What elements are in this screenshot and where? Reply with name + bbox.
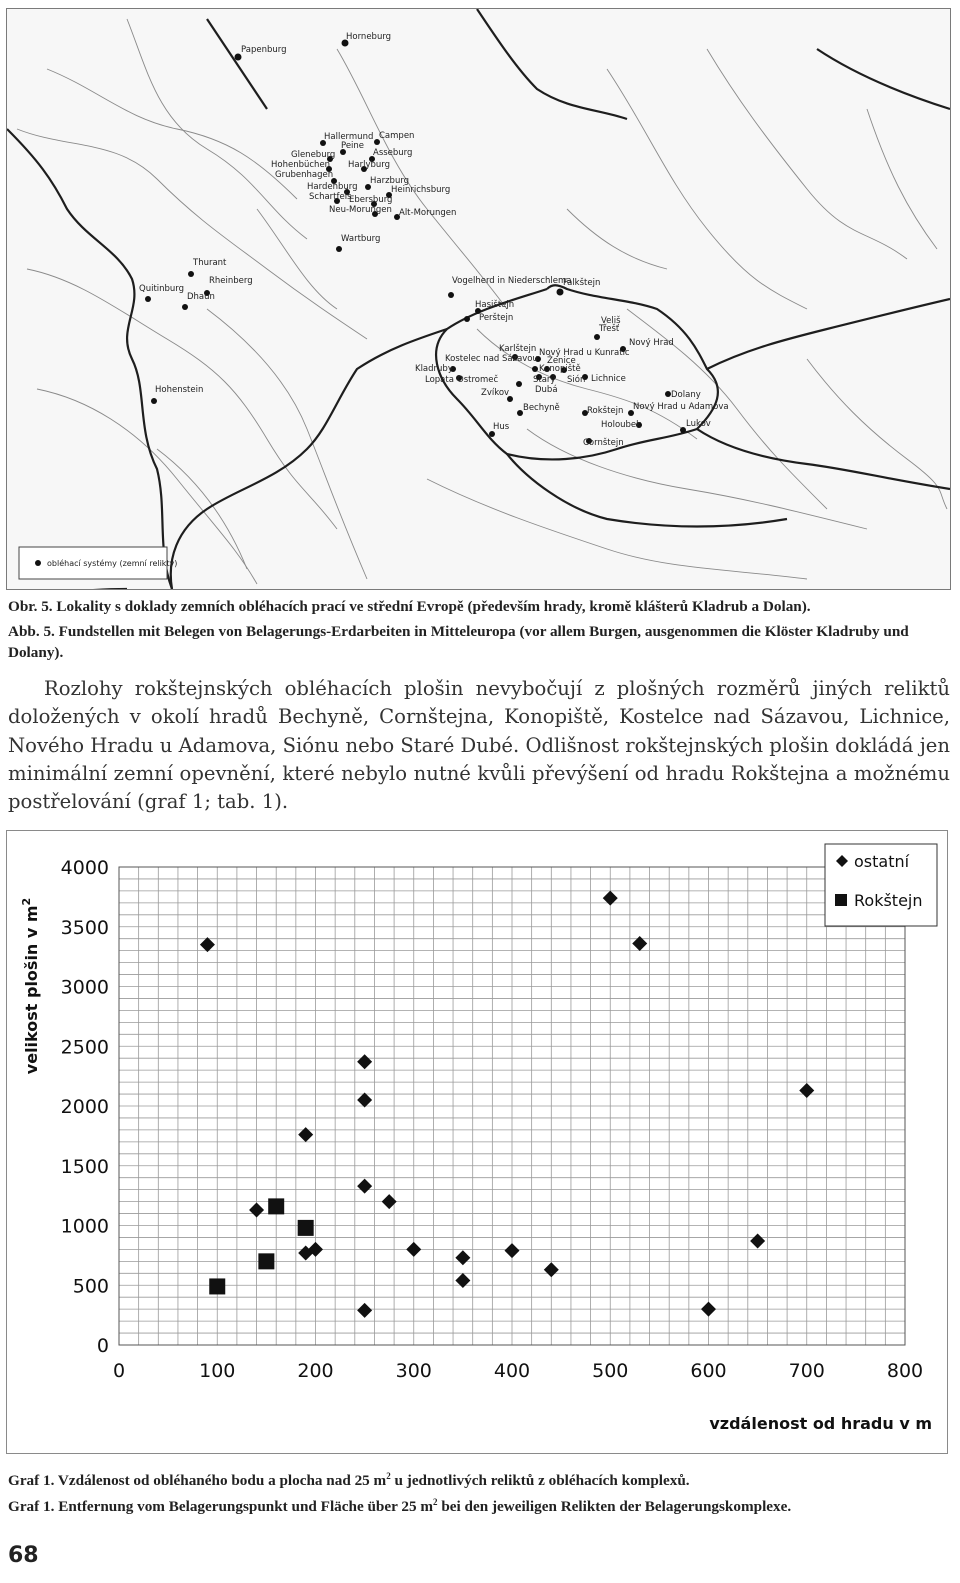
data-point-ostatni	[249, 1202, 264, 1217]
map-legend-label: obléhací systémy (zemní relikty)	[47, 559, 178, 568]
site-label: Dhaun	[187, 292, 215, 302]
y-tick-label: 2000	[60, 1096, 109, 1118]
data-point-ostatni	[298, 1127, 313, 1142]
legend-dot-icon	[35, 560, 41, 566]
chart-caption-de	[8, 1492, 791, 1517]
data-point-rokstejn	[258, 1253, 274, 1269]
site-label: Neu-Morungen	[329, 205, 392, 215]
site-label: Ženice	[547, 356, 576, 366]
site-label: Hasištejn	[475, 300, 515, 310]
x-tick-label: 500	[592, 1360, 629, 1382]
site-label: Harzburg	[370, 176, 410, 186]
site-label: Perštejn	[479, 313, 514, 323]
chart-caption-cs-sup: 2	[386, 1471, 391, 1481]
legend-series-2: Rokštejn	[854, 891, 923, 910]
site-label: Nový Hrad	[629, 338, 674, 348]
site-label: Nový Hrad u Kunratic	[539, 348, 630, 358]
site-label: Dolany	[671, 390, 701, 400]
site-label: Ostromeč	[457, 375, 499, 385]
legend-series-1: ostatní	[854, 852, 910, 871]
y-axis-label-sup: 2	[20, 897, 33, 906]
data-point-ostatni	[357, 1093, 372, 1108]
data-point-ostatni	[701, 1302, 716, 1317]
y-tick-label: 3000	[60, 976, 109, 999]
chart-caption-cs-b: u jednotlivých reliktů z obléhacích komplexů.	[390, 1472, 690, 1490]
chart-caption-de-a: Graf 1. Entfernung vom Belagerungspunkt und Fläche über 25 m	[8, 1498, 434, 1516]
site-label: Heinrichsburg	[391, 185, 451, 195]
site-label: Starý	[533, 375, 556, 385]
data-point-ostatni	[455, 1273, 470, 1288]
y-tick-label: 1000	[60, 1215, 109, 1238]
x-tick-label: 400	[493, 1360, 531, 1382]
central-europe-map	[7, 9, 950, 589]
y-axis-label-text: velikost plošin v m	[22, 905, 41, 1075]
body-paragraph-text: Rozlohy rokštejnských obléhacích plošin nevybočují z plošných rozměrů jiných reliktů doložených v okolí hradů Bechyně, Cornštejna, Konopiště, Kostelce nad Sázavou, Lichnice, Nového Hradu u Adamova, Siónu nebo Staré Dubé. Odlišnost rokštejnských plošin dokládá jen minimální zemní opevnění, které nebylo nutné kvůli převýšení od hradu Rokštejna a možnému postřelování (graf 1; tab. 1).	[8, 677, 950, 814]
site-label: Thurant	[193, 258, 227, 268]
site-label: Kladruby	[415, 364, 453, 374]
data-point-ostatni	[455, 1250, 470, 1265]
scatter-chart	[6, 830, 948, 1454]
x-tick-label: 100	[199, 1360, 236, 1382]
x-tick-label: 300	[395, 1360, 432, 1382]
chart-caption-de-sup: 2	[433, 1497, 438, 1507]
site-label: Třešť	[599, 324, 620, 334]
data-point-ostatni	[505, 1243, 520, 1258]
data-point-ostatni	[799, 1083, 814, 1098]
site-label: Sión	[567, 375, 586, 385]
figure-caption-cs: Obr. 5. Lokality s doklady zemních obléhacích prací ve střední Evropě (především hrady, kromě klášterů Kladrub a Dolan).	[8, 598, 811, 615]
page-number: 68	[8, 1543, 39, 1568]
data-point-ostatni	[357, 1054, 372, 1069]
site-label: Campen	[379, 131, 415, 141]
site-label: Veliš	[601, 316, 621, 326]
site-label: Hardenburg	[307, 182, 358, 192]
site-label: Holoubek	[601, 420, 642, 430]
data-point-ostatni	[603, 891, 618, 906]
data-point-rokstejn	[298, 1220, 314, 1236]
y-tick-label: 1500	[60, 1155, 109, 1178]
site-label: Bechyně	[523, 403, 560, 413]
site-label: Schartfels	[309, 192, 352, 202]
site-label: Gleneburg	[291, 150, 336, 160]
site-label: Wartburg	[341, 234, 381, 244]
site-label: Papenburg	[241, 45, 287, 55]
data-point-ostatni	[357, 1179, 372, 1194]
data-point-ostatni	[750, 1234, 765, 1249]
x-tick-label: 0	[112, 1360, 126, 1382]
chart-axes	[61, 857, 923, 1382]
site-label: Hohenbüchen	[271, 160, 331, 170]
y-axis-label	[20, 898, 41, 1074]
site-label: Hohenstein	[155, 385, 204, 395]
site-label: Rheinberg	[209, 276, 253, 286]
x-tick-label: 200	[297, 1360, 334, 1382]
site-label: Vogelherd in Niederschlema	[452, 276, 572, 286]
x-axis-label: vzdálenost od hradu v m	[709, 1414, 932, 1433]
body-paragraph	[8, 675, 950, 816]
site-label: Nový Hrad u Adamova	[633, 402, 729, 412]
y-tick-label: 3500	[60, 916, 109, 939]
data-point-ostatni	[632, 936, 647, 951]
site-label: Hallermund	[324, 132, 374, 142]
square-marker-icon	[835, 894, 847, 906]
site-label: Konopiště	[539, 364, 581, 374]
site-label: Lichnice	[591, 374, 626, 384]
site-label: Peine	[341, 141, 365, 151]
y-tick-label: 4000	[60, 857, 109, 879]
site-label: Horneburg	[346, 32, 392, 42]
site-label: Dubá	[535, 385, 558, 395]
site-label: Grubenhagen	[275, 170, 334, 180]
site-label: Kostelec nad Sázavou	[445, 354, 538, 364]
site-label: Cornštejn	[583, 438, 624, 448]
chart-points	[200, 891, 814, 1318]
site-label: Zvíkov	[481, 388, 510, 398]
y-tick-label: 0	[96, 1335, 109, 1357]
site-label: Quitinburg	[139, 284, 185, 294]
x-tick-label: 700	[788, 1360, 825, 1382]
x-tick-label: 600	[690, 1360, 727, 1382]
site-label: Karlštejn	[499, 344, 537, 354]
figure-caption-de: Abb. 5. Fundstellen mit Belegen von Belagerungs-Erdarbeiten in Mitteleuropa (vor allem Burgen, ausgenommen die Klöster Kladruby und Dolany).	[8, 623, 909, 661]
site-label: Alt-Morungen	[399, 208, 457, 218]
site-label: Harlyburg	[348, 160, 391, 170]
data-point-ostatni	[200, 937, 215, 952]
data-point-ostatni	[544, 1262, 559, 1277]
chart-caption-cs-a: Graf 1. Vzdálenost od obléhaného bodu a plocha nad 25 m	[8, 1472, 387, 1490]
chart-legend	[825, 844, 937, 926]
site-label: Ebersburg	[349, 195, 393, 205]
site-label: Falkštejn	[563, 278, 601, 288]
chart-grid	[119, 867, 905, 1345]
site-label: Lukov	[686, 419, 711, 429]
chart-caption-cs	[8, 1466, 690, 1491]
map-legend	[19, 547, 177, 579]
data-point-rokstejn	[268, 1198, 284, 1214]
site-label: Hus	[493, 422, 510, 432]
site-label: Asseburg	[373, 148, 413, 158]
y-tick-label: 2500	[60, 1036, 109, 1059]
y-tick-label: 500	[72, 1275, 109, 1298]
scatter-chart-svg	[7, 831, 947, 1453]
x-tick-label: 800	[886, 1360, 924, 1382]
data-point-ostatni	[357, 1303, 372, 1318]
site-label: Rokštejn	[587, 406, 624, 416]
data-point-rokstejn	[209, 1278, 225, 1294]
chart-caption-de-b: bei den jeweiligen Relikten der Belagerungskomplexe.	[437, 1498, 792, 1516]
site-label: Lopata	[425, 375, 454, 385]
map-figure	[6, 8, 951, 590]
data-point-ostatni	[406, 1242, 421, 1257]
